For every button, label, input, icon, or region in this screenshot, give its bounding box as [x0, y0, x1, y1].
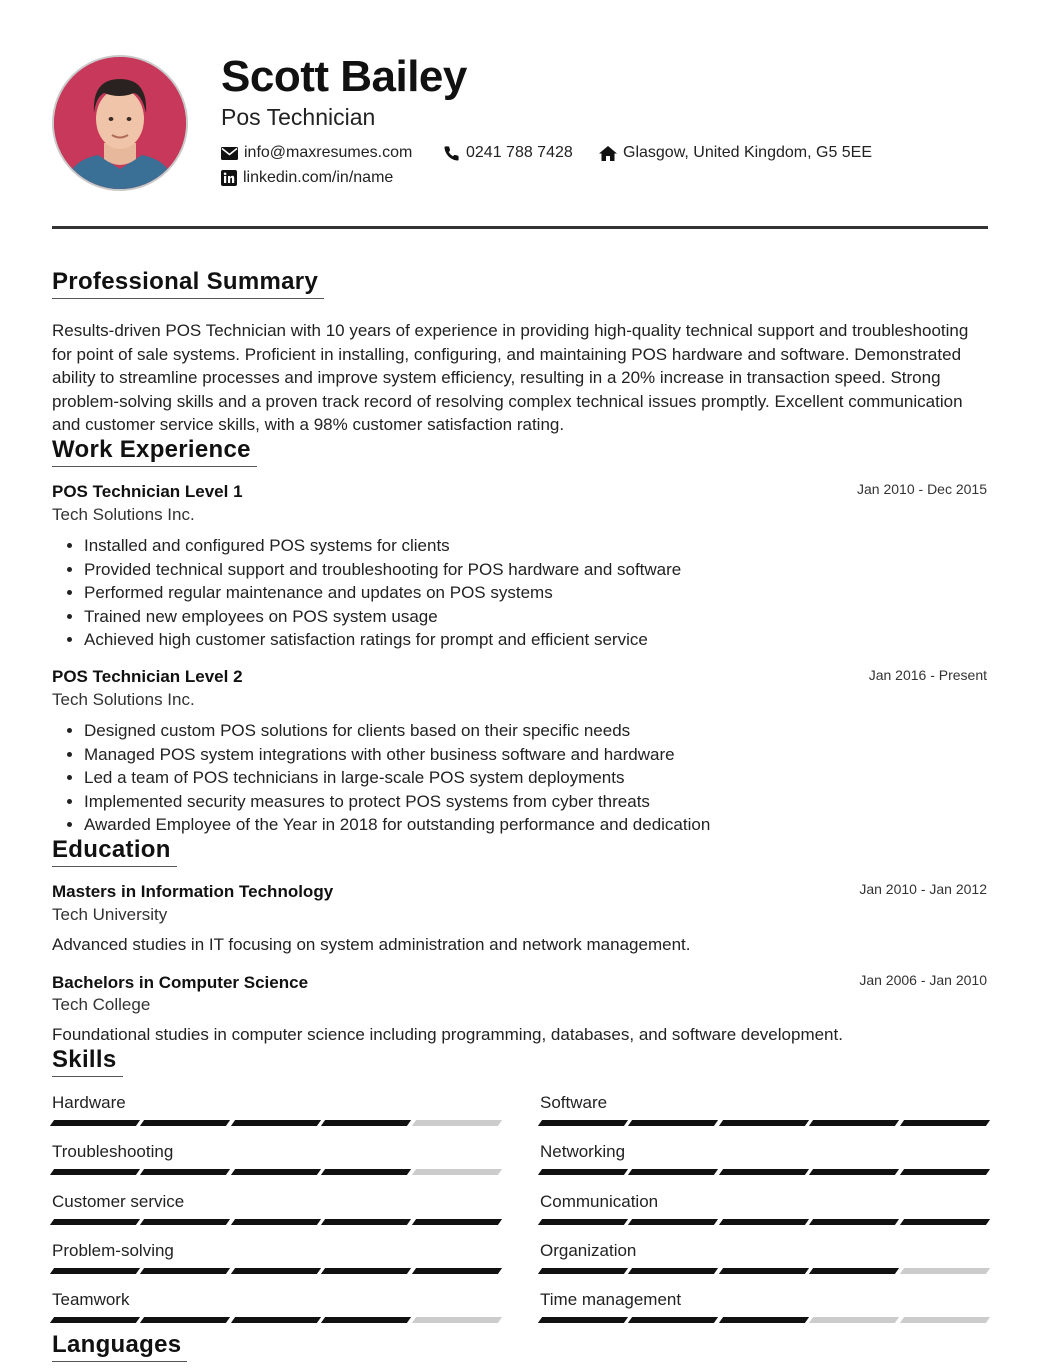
skill-level-segment [50, 1219, 141, 1225]
skill-level-segment [809, 1317, 900, 1323]
summary-text: Results-driven POS Technician with 10 years of experience in providing high-quality technical support and troubleshooting for point of sale systems. Proficient in installing, configuring, and maintaining POS hardware and software. Demonstrated ability to streamline processes and improve system efficiency, resulting in a 20% increase in transaction speed. Strong problem-solving skills and a proven track record of resolving complex technical issues promptly. Excellent communication and customer service skills, with a 98% customer satisfaction rating. [52, 321, 969, 434]
skill-level-segment [900, 1268, 991, 1274]
linkedin-text: linkedin.com/in/name [243, 169, 394, 186]
skill-name: Organization [540, 1240, 637, 1260]
skill-level-segment [628, 1219, 719, 1225]
skill-level-bar [540, 1169, 988, 1175]
degree-dates: Jan 2010 - Jan 2012 [859, 881, 987, 897]
skill-name: Networking [540, 1142, 626, 1162]
skill-level-segment [140, 1219, 231, 1225]
skill-level-segment [412, 1219, 503, 1225]
job-company: Tech Solutions Inc. [52, 690, 195, 709]
skill-level-segment [538, 1120, 629, 1126]
skill-name: Troubleshooting [52, 1142, 174, 1162]
skill-level-segment [231, 1268, 322, 1274]
skill-name: Communication [540, 1191, 659, 1211]
skill-level-segment [231, 1219, 322, 1225]
skill-level-bar [52, 1268, 500, 1274]
skill-level-segment [321, 1219, 412, 1225]
list-item: • Installed and configured POS systems for clients [84, 534, 681, 558]
list-item: • Achieved high customer satisfaction ratings for prompt and efficient service [84, 628, 681, 652]
skills-heading: Skills [52, 1046, 123, 1077]
skill-name: Hardware [52, 1093, 126, 1112]
list-item: • Awarded Employee of the Year in 2018 for outstanding performance and dedication [84, 813, 710, 837]
skill-level-bar [540, 1219, 988, 1225]
job-bullets [52, 719, 710, 837]
skill-level-segment [628, 1169, 719, 1175]
job-title: POS Technician Level 1 [52, 482, 243, 501]
degree-title: Bachelors in Computer Science [52, 973, 309, 992]
skill-name: Customer service [52, 1191, 185, 1211]
skill-level-segment [719, 1120, 810, 1126]
skill-level-bar [52, 1317, 500, 1323]
skill-level-segment [231, 1317, 322, 1323]
degree-dates: Jan 2006 - Jan 2010 [859, 972, 987, 988]
skill-level-segment [412, 1169, 503, 1175]
skill-level-segment [719, 1169, 810, 1175]
skill-item [52, 1142, 500, 1175]
skill-level-segment [538, 1219, 629, 1225]
skill-level-segment [140, 1120, 231, 1126]
list-item: • Provided technical support and troubleshooting for POS hardware and software [84, 558, 681, 582]
list-item: • Led a team of POS technicians in large-scale POS system deployments [84, 766, 710, 790]
contact-location [599, 144, 872, 162]
skill-level-segment [231, 1120, 322, 1126]
skill-level-segment [719, 1219, 810, 1225]
skill-level-segment [538, 1317, 629, 1323]
phone-text: 0241 788 7428 [466, 144, 573, 161]
job-title: POS Technician Level 2 [52, 667, 243, 686]
job-dates: Jan 2010 - Dec 2015 [857, 481, 987, 497]
envelope-icon [221, 147, 238, 160]
skill-level-segment [628, 1268, 719, 1274]
avatar [52, 55, 188, 191]
skill-item [540, 1093, 988, 1126]
skill-level-segment [412, 1268, 503, 1274]
contact-linkedin[interactable] [221, 169, 393, 187]
skill-level-segment [412, 1120, 503, 1126]
skill-item [540, 1192, 988, 1225]
skill-level-segment [140, 1268, 231, 1274]
skill-level-segment [50, 1268, 141, 1274]
skill-name: Problem-solving [52, 1240, 174, 1260]
skill-level-segment [628, 1317, 719, 1323]
skill-level-segment [719, 1268, 810, 1274]
skill-level-segment [231, 1169, 322, 1175]
summary-heading: Professional Summary [52, 268, 324, 299]
skill-level-segment [809, 1219, 900, 1225]
skill-item [540, 1241, 988, 1274]
skill-level-segment [809, 1268, 900, 1274]
skill-level-segment [321, 1268, 412, 1274]
skill-level-bar [52, 1219, 500, 1225]
skill-level-bar [540, 1317, 988, 1323]
skill-level-segment [900, 1219, 991, 1225]
contact-email[interactable] [221, 144, 412, 162]
skill-level-segment [140, 1169, 231, 1175]
linkedin-icon [221, 170, 237, 186]
skill-level-bar [52, 1169, 500, 1175]
skill-level-segment [321, 1169, 412, 1175]
skill-level-segment [538, 1169, 629, 1175]
skill-item [52, 1093, 500, 1126]
skill-name: Software [540, 1093, 608, 1112]
skill-level-segment [628, 1120, 719, 1126]
skill-level-bar [540, 1120, 988, 1126]
skill-level-segment [321, 1120, 412, 1126]
skill-item [540, 1290, 988, 1323]
skill-level-bar [52, 1120, 500, 1126]
degree-description: Advanced studies in IT focusing on system administration and network management. [52, 935, 691, 954]
degree-school: Tech University [52, 905, 168, 924]
degree-description: Foundational studies in computer science including programming, databases, and software development. [52, 1025, 843, 1044]
skill-level-segment [809, 1120, 900, 1126]
location-text: Glasgow, United Kingdom, G5 5EE [623, 144, 873, 161]
education-heading: Education [52, 836, 177, 867]
list-item: • Designed custom POS solutions for clients based on their specific needs [84, 719, 710, 743]
skill-name: Teamwork [52, 1290, 130, 1310]
job-company: Tech Solutions Inc. [52, 505, 195, 524]
email-text: info@maxresumes.com [244, 144, 413, 161]
contact-phone[interactable] [443, 144, 573, 162]
skill-level-segment [140, 1317, 231, 1323]
profile-photo [54, 57, 186, 189]
skill-item [52, 1290, 500, 1323]
skill-level-segment [50, 1169, 141, 1175]
candidate-title: Pos Technician [221, 104, 376, 130]
skill-level-segment [900, 1120, 991, 1126]
skill-level-segment [809, 1169, 900, 1175]
skill-level-segment [321, 1317, 412, 1323]
skill-level-segment [50, 1317, 141, 1323]
skill-level-segment [900, 1317, 991, 1323]
list-item: • Performed regular maintenance and updates on POS systems [84, 581, 681, 605]
list-item: • Implemented security measures to protect POS systems from cyber threats [84, 790, 710, 814]
header-divider [52, 226, 988, 229]
list-item: • Trained new employees on POS system usage [84, 605, 681, 629]
candidate-name: Scott Bailey [221, 52, 467, 101]
degree-title: Masters in Information Technology [52, 882, 334, 901]
experience-heading: Work Experience [52, 436, 257, 467]
skill-item [52, 1192, 500, 1225]
list-item: • Managed POS system integrations with other business software and hardware [84, 743, 710, 767]
skill-level-segment [412, 1317, 503, 1323]
phone-icon [443, 145, 460, 162]
languages-heading: Languages [52, 1331, 187, 1362]
job-dates: Jan 2016 - Present [868, 667, 987, 683]
job-bullets [52, 534, 681, 652]
skill-level-bar [540, 1268, 988, 1274]
skill-level-segment [719, 1317, 810, 1323]
skill-item [540, 1142, 988, 1175]
home-icon [599, 146, 617, 161]
skill-name: Time management [540, 1290, 682, 1310]
skill-level-segment [900, 1169, 991, 1175]
skill-level-segment [50, 1120, 141, 1126]
skill-item [52, 1241, 500, 1274]
skill-level-segment [538, 1268, 629, 1274]
degree-school: Tech College [52, 995, 151, 1014]
